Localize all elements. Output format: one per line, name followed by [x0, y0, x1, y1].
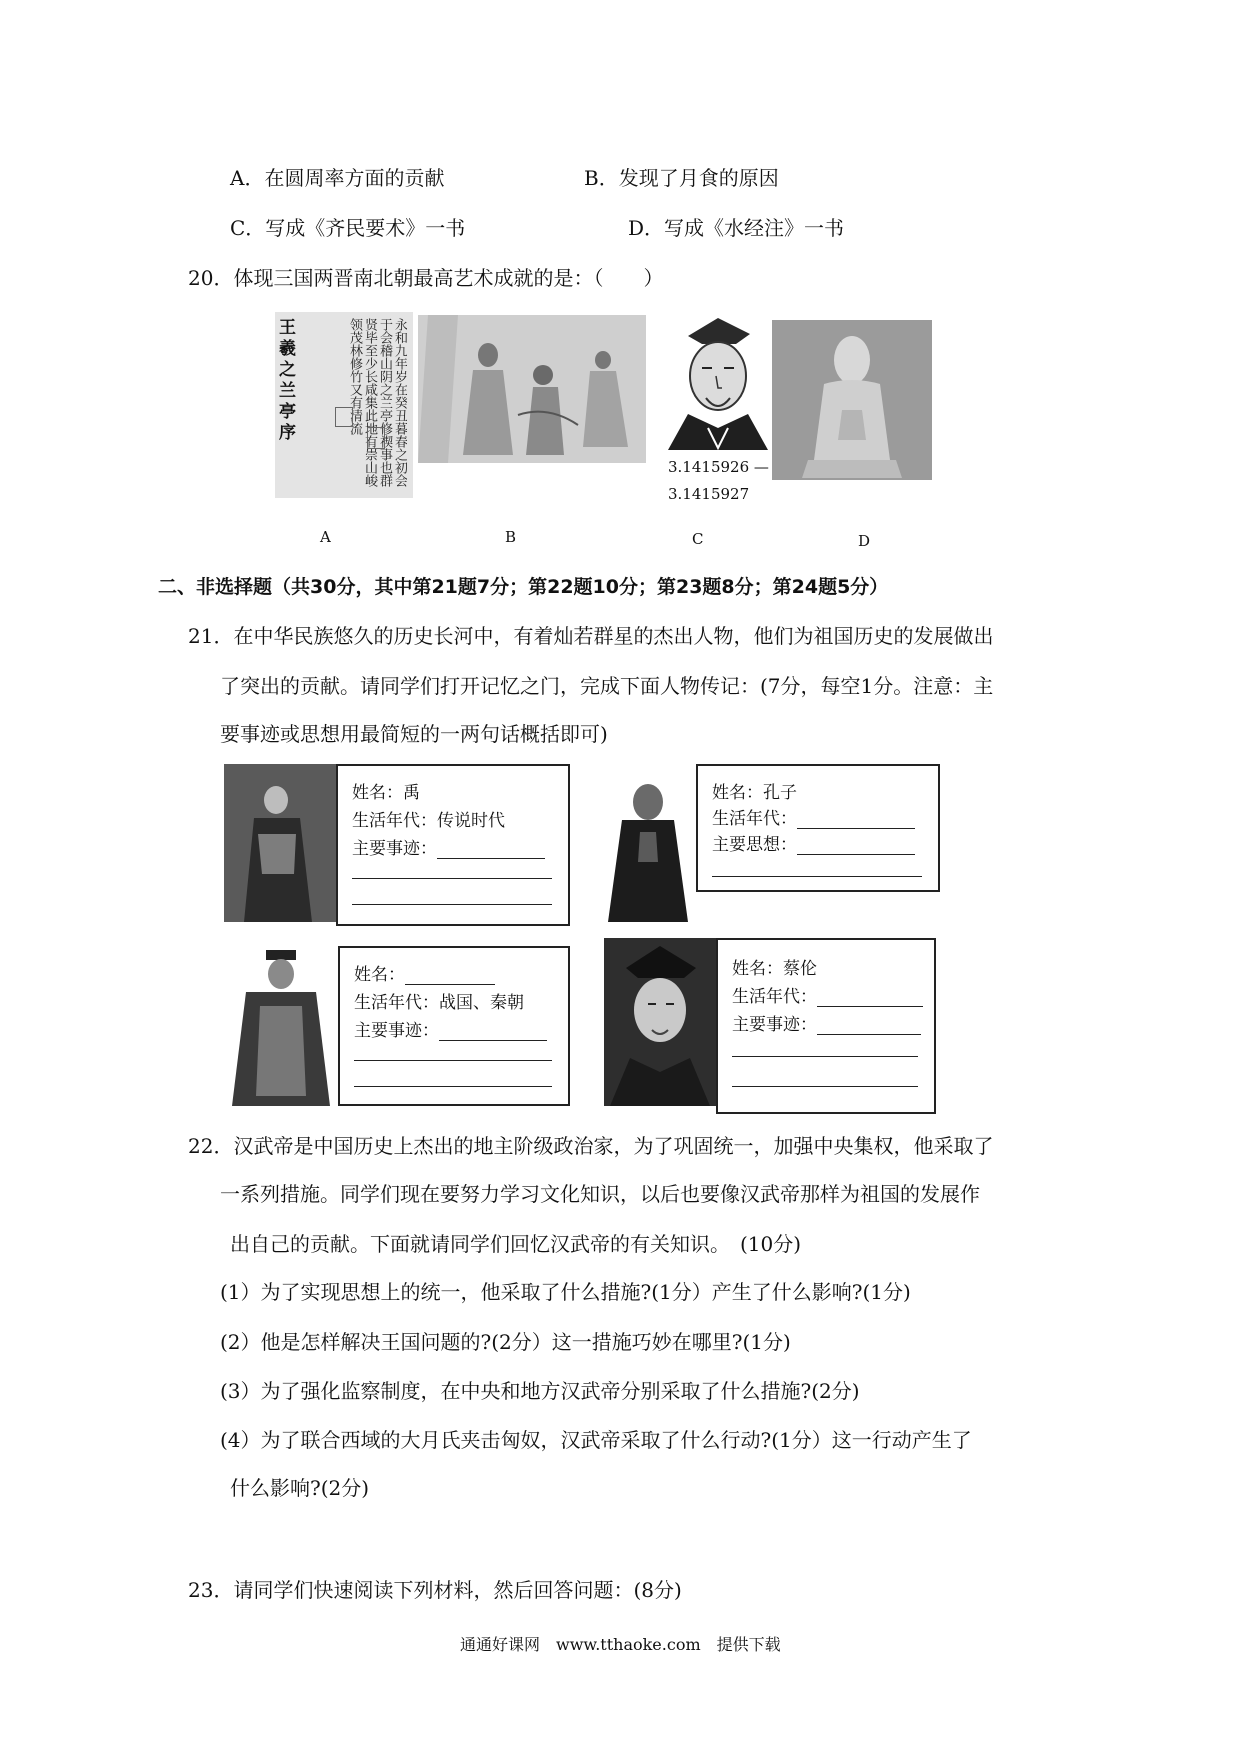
deed-blank[interactable]: [439, 1022, 547, 1041]
confucius-portrait-image: [600, 772, 696, 922]
card-name: 姓名：孔子: [712, 783, 797, 803]
painting-figures: [418, 315, 646, 463]
era-blank[interactable]: [817, 988, 923, 1007]
card-era: 生活年代：战国、秦朝: [354, 993, 524, 1013]
calligraphy-text: 永和九年岁在癸丑暮春之初会于会稽山阴之兰亭修禊事也群贤毕至少长咸集此地有崇山峻领茂林修竹又有清流: [347, 318, 407, 487]
q22-sub-4: (4）为了联合西域的大月氏夹击匈奴，汉武帝采取了什么行动?(1分）这一行动产生了: [220, 1428, 972, 1452]
portrait-figure: [658, 318, 770, 450]
emperor-portrait-image: [226, 946, 338, 1106]
biography-card-qin: [338, 946, 570, 1106]
q19-option-c: C．写成《齐民要术》一书: [230, 216, 466, 240]
name-blank[interactable]: [405, 966, 495, 985]
answer-line[interactable]: [352, 878, 552, 879]
figure-silhouette: [224, 764, 336, 922]
q19-option-a: A．在圆周率方面的贡献: [230, 166, 445, 190]
card-deed: 主要思想：: [712, 830, 915, 855]
card-deed: 主要事迹：: [354, 1016, 547, 1041]
figure-silhouette: [600, 772, 696, 922]
card-name: 姓名：蔡伦: [732, 959, 817, 979]
answer-line[interactable]: [732, 1086, 918, 1087]
q22-sub-3: (3）为了强化监察制度，在中央和地方汉武帝分别采取了什么措施?(2分): [220, 1379, 860, 1403]
answer-line[interactable]: [732, 1056, 918, 1057]
q23-question: 23．请同学们快速阅读下列材料，然后回答问题：(8分): [188, 1578, 682, 1602]
q20-label-c: C: [692, 530, 704, 548]
q19-option-b: B．发现了月食的原因: [584, 166, 779, 190]
biography-card-cai-lun: [716, 938, 936, 1114]
q19-option-d: D．写成《水经注》一书: [628, 216, 845, 240]
seal-stamp: [335, 407, 353, 427]
q20-label-b: B: [505, 528, 517, 546]
ancient-painting-image: [418, 315, 646, 463]
q22-line-2: 一系列措施。同学们现在要努力学习文化知识，以后也要像汉武帝那样为祖国的发展作: [220, 1182, 980, 1206]
zu-chongzhi-portrait-image: [658, 318, 770, 450]
q22-sub-2: (2）他是怎样解决王国问题的?(2分）这一措施巧妙在哪里?(1分): [220, 1330, 791, 1354]
biography-card-yu: [336, 764, 570, 926]
answer-line[interactable]: [354, 1086, 552, 1087]
card-era: 生活年代：: [712, 804, 915, 829]
pi-lower-bound: 3.1415926 —: [668, 458, 769, 476]
biography-card-confucius: [696, 764, 940, 892]
buddha-statue-image: [772, 320, 932, 480]
card-name: 姓名：禹: [352, 783, 420, 803]
card-era: 生活年代：: [732, 982, 923, 1007]
q21-line-1: 21．在中华民族悠久的历史长河中，有着灿若群星的杰出人物，他们为祖国历史的发展做出: [188, 624, 994, 648]
calligraphy-title: 王羲之兰亭序: [279, 318, 296, 443]
era-blank[interactable]: [797, 810, 915, 829]
deed-blank[interactable]: [817, 1016, 921, 1035]
deed-blank[interactable]: [437, 840, 545, 859]
q20-label-d: D: [858, 532, 871, 550]
lantingxu-calligraphy-image: [275, 312, 413, 498]
card-deed: 主要事迹：: [352, 834, 545, 859]
card-era: 生活年代：传说时代: [352, 811, 505, 831]
q22-line-1: 22．汉武帝是中国历史上杰出的地主阶级政治家，为了巩固统一，加强中央集权，他采取了: [188, 1134, 994, 1158]
cai-lun-portrait-image: [604, 938, 716, 1106]
pi-upper-bound: 3.1415927: [668, 485, 750, 503]
q20-question: 20．体现三国两晋南北朝最高艺术成就的是：（ ）: [188, 266, 664, 290]
answer-line[interactable]: [354, 1060, 552, 1061]
figure-silhouette: [226, 946, 338, 1106]
q22-line-3: 出自己的贡献。下面就请同学们回忆汉武帝的有关知识。 (10分): [230, 1232, 802, 1256]
answer-line[interactable]: [712, 876, 922, 877]
deed-blank[interactable]: [797, 836, 915, 855]
statue-figure: [772, 320, 932, 480]
seal-stamp: [367, 427, 385, 449]
q21-line-2: 了突出的贡献。请同学们打开记忆之门，完成下面人物传记：(7分，每空1分。注意：主: [220, 674, 994, 698]
figure-silhouette: [604, 938, 716, 1106]
page-footer: 通通好课网 www.tthaoke.com 提供下载: [460, 1635, 781, 1654]
answer-line[interactable]: [352, 904, 552, 905]
q20-label-a: A: [320, 528, 331, 546]
q22-sub-4-cont: 什么影响?(2分): [230, 1476, 370, 1500]
card-name: 姓名：: [354, 960, 495, 985]
section-heading: 二、非选择题（共30分，其中第21题7分；第22题10分；第23题8分；第24题5分）: [158, 576, 889, 598]
yu-portrait-image: [224, 764, 336, 922]
card-deed: 主要事迹：: [732, 1010, 921, 1035]
q21-line-3: 要事迹或思想用最简短的一两句话概括即可): [220, 722, 608, 746]
q22-sub-1: (1）为了实现思想上的统一，他采取了什么措施?(1分）产生了什么影响?(1分): [220, 1280, 911, 1304]
